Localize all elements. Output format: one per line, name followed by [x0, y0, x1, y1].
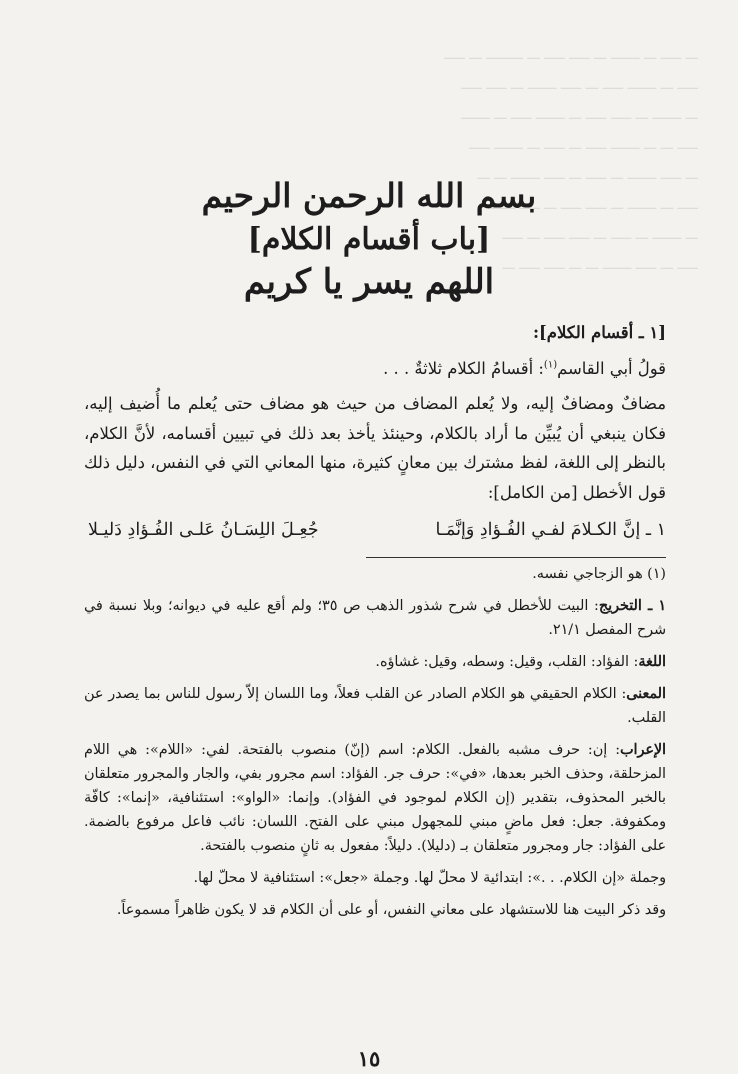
main-text	[84, 318, 666, 924]
verse-second-hemistich: جُعِـلَ اللِسَـانُ عَلـى الفُـؤادِ دَليـلا	[88, 520, 319, 541]
note-irab-text: : إن: حرف مشبه بالفعل. الكلام: اسم (إنّ) منصوب بالفتحة. لفي: «اللام»: هي اللام المزحلقة، وحذف الخبر بعدها، «في»: حرف جر. الفؤاد: اسم مجرور بفي، والجار والمجرور متعلقان بالخبر المحذوف، بتقدير (إن الكلام لموجود في الفؤاد). وإنما: «الواو»: استئنافية، «إنما»: كافّة ومكفوفة. جعل: فعل ماضٍ مبني للمجهول مبني على الفتح. اللسان: نائب فاعل مرفوع بالضمة. على الفؤاد: جار ومجرور متعلقان بـ (دليلا). دليلاً: مفعول به ثانٍ منصوب بالفتحة.	[84, 741, 666, 854]
quote-continuation: : أقسامُ الكلام ثلاثةٌ . . .	[383, 358, 544, 378]
note-takhrij-text: : البيت للأخطل في شرح شذور الذهب ص ٣٥؛ ولم أقع عليه في ديوانه؛ وبلا نسبة في شرح المفصل ٢١/١.	[84, 597, 666, 638]
note-lugha-text: : الفؤاد: القلب، وقيل: وسطه، وقيل: غشاؤه.	[375, 653, 639, 670]
bleed-through-text: ـــ ـــــ ـــ ـــــــ ـــ ـــــ ـــــ ـــ ـــــــــ ـــ ـــــ ـــــ ـــ ـــــــ ـــــ ـــ ـــــ ـــــــ ـــ ـــــ ـــــ ـــ ـــــــ ـــ ـــــ ـــــ ـــ ـــــــ ـــــ ـــ ـــــــ ـــــ ـــ ـــ ـــــــ ـــــ ـــ ـــــ ـــ ـــــــ ـــــ ـــ ـــــ ـــــــ ـــ ـــــ ـــ ـــــ ـــــــ ـــ ـــ ـــــ ـــ ـــــــ ـــ ـــــ ـــــ ـــ ـــــ ـــــــ ـــ ـــــــ ـــ ـــــ ـــ ـــــ ـــــ ـــ ـــــ ـــــ ـــ ـــــ ـــــــ ـــ ـــ ـــــ ـــــ ـــ	[444, 47, 698, 273]
prayer-heading: اللهم يسر يا كريم	[243, 262, 495, 302]
note-takhrij-label: ١ ـ التخريج	[598, 597, 666, 614]
note-irab-label: الإعراب	[620, 741, 666, 758]
page-number: ١٥	[357, 1046, 381, 1071]
quoted-statement	[84, 354, 666, 384]
note-irab	[84, 738, 666, 858]
footnotes-and-notes	[84, 562, 666, 922]
commentary-paragraph: مضافٌ ومضافٌ إليه، ولا يُعلم المضاف من حيث هو مضاف حتى يُعلم ما أُضيف إليه، فكان ينبغي أن يُبيِّن ما أراد بالكلام، وحينئذ يأخذ بعد ذلك في تبيين أقسامه، لأنَّ الكلام، بالنظر إلى اللغة، لفظ مشترك بين معانٍ كثيرة، منها المعاني التي في النفس، دليل ذلك قول الأخطل [من الكامل]:	[84, 394, 666, 502]
section-title: [١ ـ أقسام الكلام]:	[533, 323, 666, 342]
note-lugha	[84, 650, 666, 674]
note-mana-label: المعنى	[626, 685, 666, 702]
note-lugha-label: اللغة	[638, 653, 666, 670]
verse-number: ١ ـ	[645, 520, 666, 541]
note-takhrij	[84, 594, 666, 642]
verse-first-hemistich	[436, 515, 666, 547]
footnote-ref: (١)	[543, 359, 558, 371]
quote-text: قولُ أبي القاسم	[557, 358, 666, 378]
note-mana-text: : الكلام الحقيقي هو الكلام الصادر عن القلب فعلاً، وما اللسان إلاّ رسول للناس بما يصدر عن القلب.	[84, 685, 666, 726]
chapter-title: [باب أقسام الكلام]	[247, 222, 491, 257]
footnote: (١) هو الزجاجي نفسه.	[532, 565, 666, 582]
verse-first-text: إنَّ الكـلامَ لفـي الفُـؤادِ وَإنَّمَـا	[435, 520, 641, 541]
footnote-divider	[366, 557, 666, 558]
note-shahid: وقد ذكر البيت هنا للاستشهاد على معاني النفس، أو على أن الكلام قد لا يكون ظاهراً مسموعاً.	[116, 901, 666, 918]
note-jumla: وجملة «إن الكلام. . .»: ابتدائية لا محلّ لها. وجملة «جعل»: استئنافية لا محلّ لها.	[193, 869, 666, 886]
note-mana	[84, 682, 666, 730]
basmala-heading: بسم الله الرحمن الرحيم	[201, 176, 537, 215]
poem-verse	[84, 515, 666, 547]
